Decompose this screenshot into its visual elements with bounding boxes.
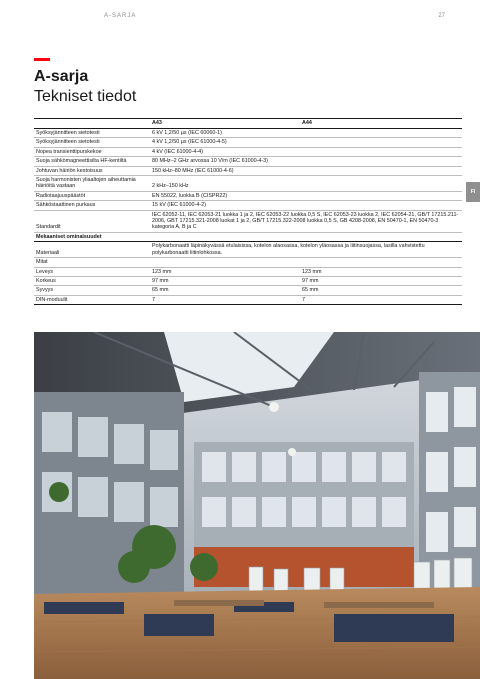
column-header-a44: A44 <box>300 119 462 129</box>
table-row <box>34 129 462 138</box>
column-header-a43: A43 <box>150 119 300 129</box>
row-value-a44 <box>300 258 462 267</box>
row-label: Sähköstaattinen purkaus <box>34 201 150 210</box>
row-value-a44: 123 mm <box>300 267 462 276</box>
row-label: DIN-moduulit <box>34 295 150 304</box>
table-row <box>34 295 462 304</box>
table-header-row <box>34 119 462 129</box>
row-label: Materiaali <box>34 242 150 258</box>
row-value-a43: 97 mm <box>150 276 300 285</box>
row-label: Radiotaajuuspäästöt <box>34 191 150 200</box>
page-header <box>0 0 480 20</box>
row-label: Suoja sähkömagneettisilta HF-kentiltä <box>34 157 150 166</box>
accent-bar <box>34 58 50 61</box>
row-value-a44: 97 mm <box>300 276 462 285</box>
page-number: 27 <box>438 13 445 19</box>
table-row <box>34 242 462 258</box>
row-value-a43: 65 mm <box>150 286 300 295</box>
table-row <box>34 210 462 232</box>
spec-table <box>34 118 462 305</box>
row-label: Leveys <box>34 267 150 276</box>
row-value: Polykarbonaatti läpinäkyvässä etulaisissa, kotelon alaosassa, kotelon yläosassa ja liitinsuojassa, lasilla vahvistettu polykarbonaatti liitinlohkossa. <box>150 242 462 258</box>
table-row <box>34 176 462 192</box>
row-label: Korkeus <box>34 276 150 285</box>
section-name: A-SARJA <box>104 13 137 19</box>
table-row <box>34 147 462 156</box>
table-row <box>34 138 462 147</box>
row-label: Johtuvan häiriön kestoisuus <box>34 166 150 175</box>
table-row <box>34 191 462 200</box>
page-title: A-sarja <box>34 68 89 85</box>
row-value-a44: 7 <box>300 295 462 304</box>
table-row <box>34 258 462 267</box>
row-label: Syöksyjännitteen sietotesti <box>34 129 150 138</box>
table-row <box>34 157 462 166</box>
table-row <box>34 286 462 295</box>
table-row <box>34 267 462 276</box>
row-label: Syvyys <box>34 286 150 295</box>
row-value: 15 kV (IEC 61000-4-2) <box>150 201 462 210</box>
row-value: 150 kHz–80 MHz (IEC 61000-4-6) <box>150 166 462 175</box>
row-value-a43: 123 mm <box>150 267 300 276</box>
row-value-a43 <box>150 258 300 267</box>
atrium-photo <box>34 332 480 679</box>
column-header <box>34 119 150 129</box>
row-value: IEC 62052-11, IEC 62053-21 luokka 1 ja 2, IEC 62053-22 luokka 0,5 S, IEC 62053-23 luokka 2, IEC 62054-21, GB/T 17215.211-2006, GBT 17215.321-2008 luokat 1 ja 2, GB/T 17215.322-2008 luokka 0,5 S, GB 4208-2008, EN 50470-1, EN 50470-3 kategoria A, B ja C <box>150 210 462 232</box>
table-section-row <box>34 232 462 241</box>
row-label: Syöksyjännitteen sietotesti <box>34 138 150 147</box>
row-value-a44: 65 mm <box>300 286 462 295</box>
row-label: Suoja harmonisten yliaaltojen aiheuttamia häiriöitä vastaan <box>34 176 150 192</box>
row-value-a43: 7 <box>150 295 300 304</box>
table-row <box>34 201 462 210</box>
row-label: Mitat <box>34 258 150 267</box>
atrium-illustration <box>34 332 480 679</box>
table-row <box>34 166 462 175</box>
section-label: Mekaaniset ominaisuudet <box>34 232 462 241</box>
row-value: 2 kHz–150 kHz <box>150 176 462 192</box>
row-value: 6 kV 1,2/50 µs (IEC 60060-1) <box>150 129 462 138</box>
language-tab: FI <box>466 182 480 202</box>
row-label: Standardit <box>34 210 150 232</box>
table-row <box>34 276 462 285</box>
row-value: EN 55022, luokka B (CISPR22) <box>150 191 462 200</box>
row-value: 80 MHz–2 GHz arvossa 10 V/m (IEC 61000-4-3) <box>150 157 462 166</box>
page-subtitle: Tekniset tiedot <box>34 88 137 105</box>
row-value: 4 kV (IEC 61000-4-4) <box>150 147 462 156</box>
row-value: 4 kV 1,2/50 µs (IEC 61000-4-5) <box>150 138 462 147</box>
row-label: Nopea transienttipurskekoe <box>34 147 150 156</box>
